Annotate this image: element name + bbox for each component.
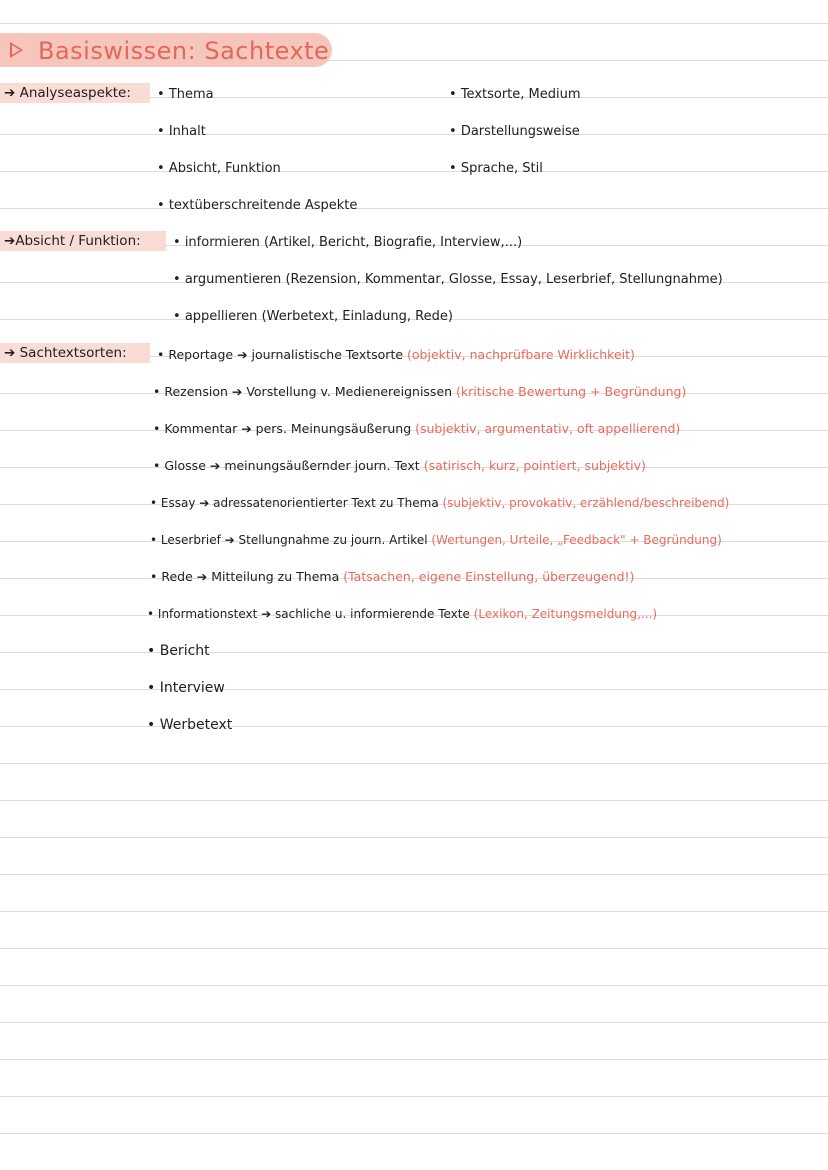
page-title: Basiswissen: Sachtexte bbox=[38, 37, 330, 65]
title-banner bbox=[0, 33, 332, 67]
sorten-plain-item: • Werbetext bbox=[147, 717, 233, 733]
arrow-icon: ➔ bbox=[4, 233, 16, 249]
analyse-item: • Thema bbox=[157, 87, 214, 102]
sorten-plain-item: • Bericht bbox=[147, 643, 210, 659]
sorten-plain-item: • Interview bbox=[147, 680, 225, 696]
sorten-item: • Glosse ➔ meinungsäußernder journ. Text (satirisch, kurz, pointiert, subjektiv) bbox=[153, 458, 646, 473]
sorten-item: • Leserbrief ➔ Stellungnahme zu journ. Artikel (Wertungen, Urteile, „Feedback" + Begründung) bbox=[150, 533, 722, 547]
play-triangle-icon bbox=[10, 42, 23, 58]
analyse-item: • Textsorte, Medium bbox=[449, 87, 581, 102]
analyse-label: ➔ Analyseaspekte: bbox=[4, 85, 131, 101]
analyse-item: • Absicht, Funktion bbox=[157, 161, 281, 176]
sorten-item: • Informationstext ➔ sachliche u. informierende Texte (Lexikon, Zeitungsmeldung,...) bbox=[147, 607, 658, 621]
arrow-icon: ➔ bbox=[4, 345, 20, 361]
sorten-label: ➔ Sachtextsorten: bbox=[4, 345, 127, 361]
sorten-item: • Kommentar ➔ pers. Meinungsäußerung (subjektiv, argumentativ, oft appellierend) bbox=[153, 421, 681, 436]
analyse-item: • Darstellungsweise bbox=[449, 124, 580, 139]
absicht-item: • informieren (Artikel, Bericht, Biografie, Interview,...) bbox=[173, 235, 523, 250]
analyse-item: • textüberschreitende Aspekte bbox=[157, 198, 358, 213]
absicht-item: • argumentieren (Rezension, Kommentar, Glosse, Essay, Leserbrief, Stellungnahme) bbox=[173, 272, 723, 287]
sorten-item: • Rezension ➔ Vorstellung v. Medienereignissen (kritische Bewertung + Begründung) bbox=[153, 384, 687, 399]
sorten-item: • Rede ➔ Mitteilung zu Thema (Tatsachen, eigene Einstellung, überzeugend!) bbox=[150, 569, 635, 584]
analyse-item: • Sprache, Stil bbox=[449, 161, 543, 176]
sorten-item: • Essay ➔ adressatenorientierter Text zu Thema (subjektiv, provokativ, erzählend/beschreibend) bbox=[150, 496, 730, 510]
analyse-item: • Inhalt bbox=[157, 124, 206, 139]
arrow-icon: ➔ bbox=[4, 85, 20, 101]
absicht-label: ➔Absicht / Funktion: bbox=[4, 233, 141, 249]
sorten-item: • Reportage ➔ journalistische Textsorte (objektiv, nachprüfbare Wirklichkeit) bbox=[157, 347, 635, 362]
absicht-item: • appellieren (Werbetext, Einladung, Rede) bbox=[173, 309, 453, 324]
